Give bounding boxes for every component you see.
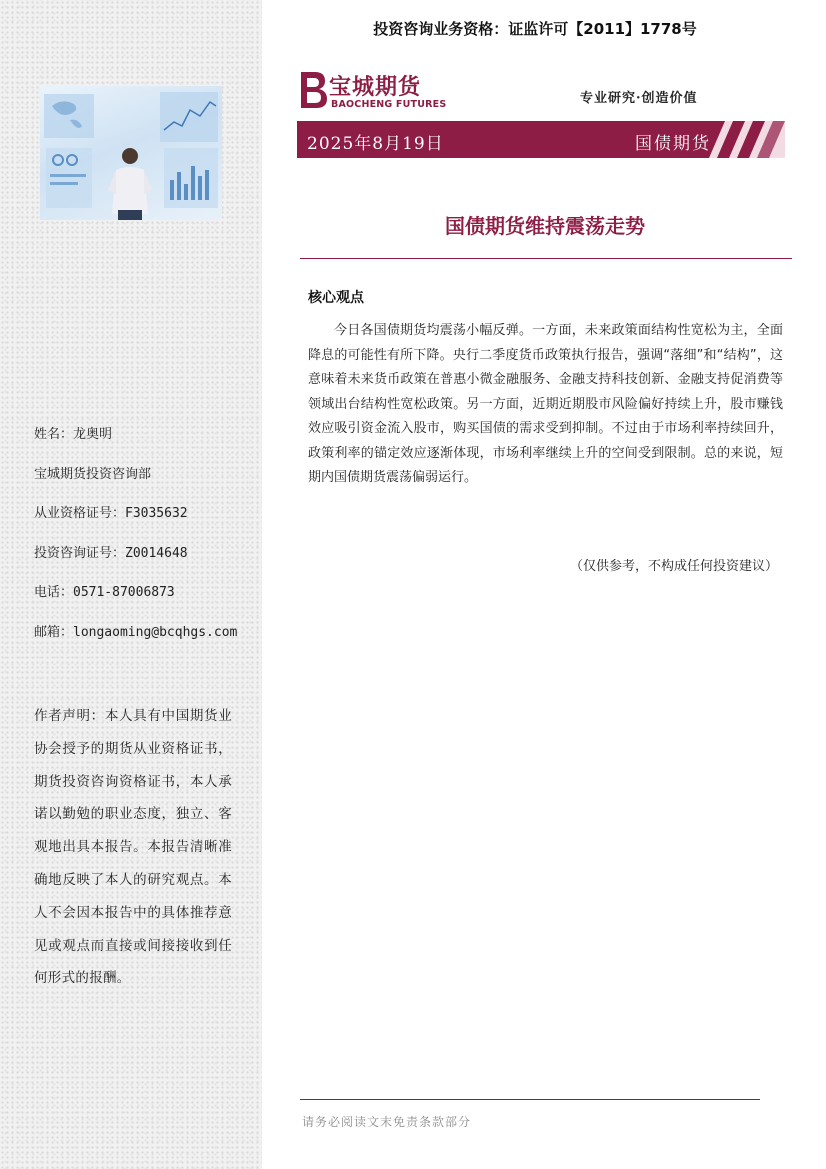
analyst-email: 邮箱：longaoming@bcqhgs.com [34,624,238,640]
footer-divider [300,1099,760,1100]
report-category: 国债期货 [635,134,711,154]
core-view-paragraph: 今日各国债期货均震荡小幅反弹。一方面，未来政策面结构性宽松为主，全面降息的可能性有所下降。央行二季度货币政策执行报告，强调“落细”和“结构”，这意味着未来货币政策在普惠小微金融服务、金融支持科技创新、金融支持促消费等领域出台结构性宽松政策。另一方面，近期近期股市风险偏好持续上升，股市赚钱效应吸引资金流入股市，购买国债的需求受到抑制。不过由于市场利率持续回升，政策利率的锚定效应逐渐体现，市场利率继续上升的空间受到限制。总的来说，短期内国债期货震荡偏弱运行。 [308,323,783,485]
analyst-license: 从业资格证号：F3035632 [34,506,188,521]
company-logo [297,68,447,114]
logo-cn-text: 宝城期货 [329,74,422,100]
analyst-phone: 电话：0571-87006873 [34,585,175,600]
certification-text: 投资咨询业务资格：证监许可【2011】1778号 [373,20,697,38]
report-date: 2025年8月19日 [307,134,444,154]
author-disclaimer: 作者声明：本人具有中国期货业协会授予的期货从业资格证书，期货投资咨询资格证书，本人承诺以勤勉的职业态度，独立、客观地出具本报告。本报告清晰准确地反映了本人的研究观点。本人不会因本报告中的具体推荐意见或观点而直接或间接接收到任何形式的报酬。 [34,708,232,987]
section-heading: 核心观点 [308,290,364,306]
footer-disclaimer-link: 请务必阅读文末免责条款部分 [302,1115,472,1129]
title-divider [300,258,792,259]
investment-note: （仅供参考，不构成任何投资建议） [569,559,778,574]
analyst-consult-license: 投资咨询证号：Z0014648 [34,545,188,561]
logo-mark-icon [297,70,327,110]
analyst-department: 宝城期货投资咨询部 [34,466,152,482]
date-banner [297,121,785,158]
analyst-name: 姓名：龙奥明 [34,427,113,442]
logo-en-text: BAOCHENG FUTURES [331,99,447,110]
sidebar [0,0,262,1169]
hero-image [40,86,222,220]
analyst-info [34,425,244,662]
slogan: 专业研究·创造价值 [580,91,698,106]
report-title: 国债期货维持震荡走势 [445,214,645,238]
